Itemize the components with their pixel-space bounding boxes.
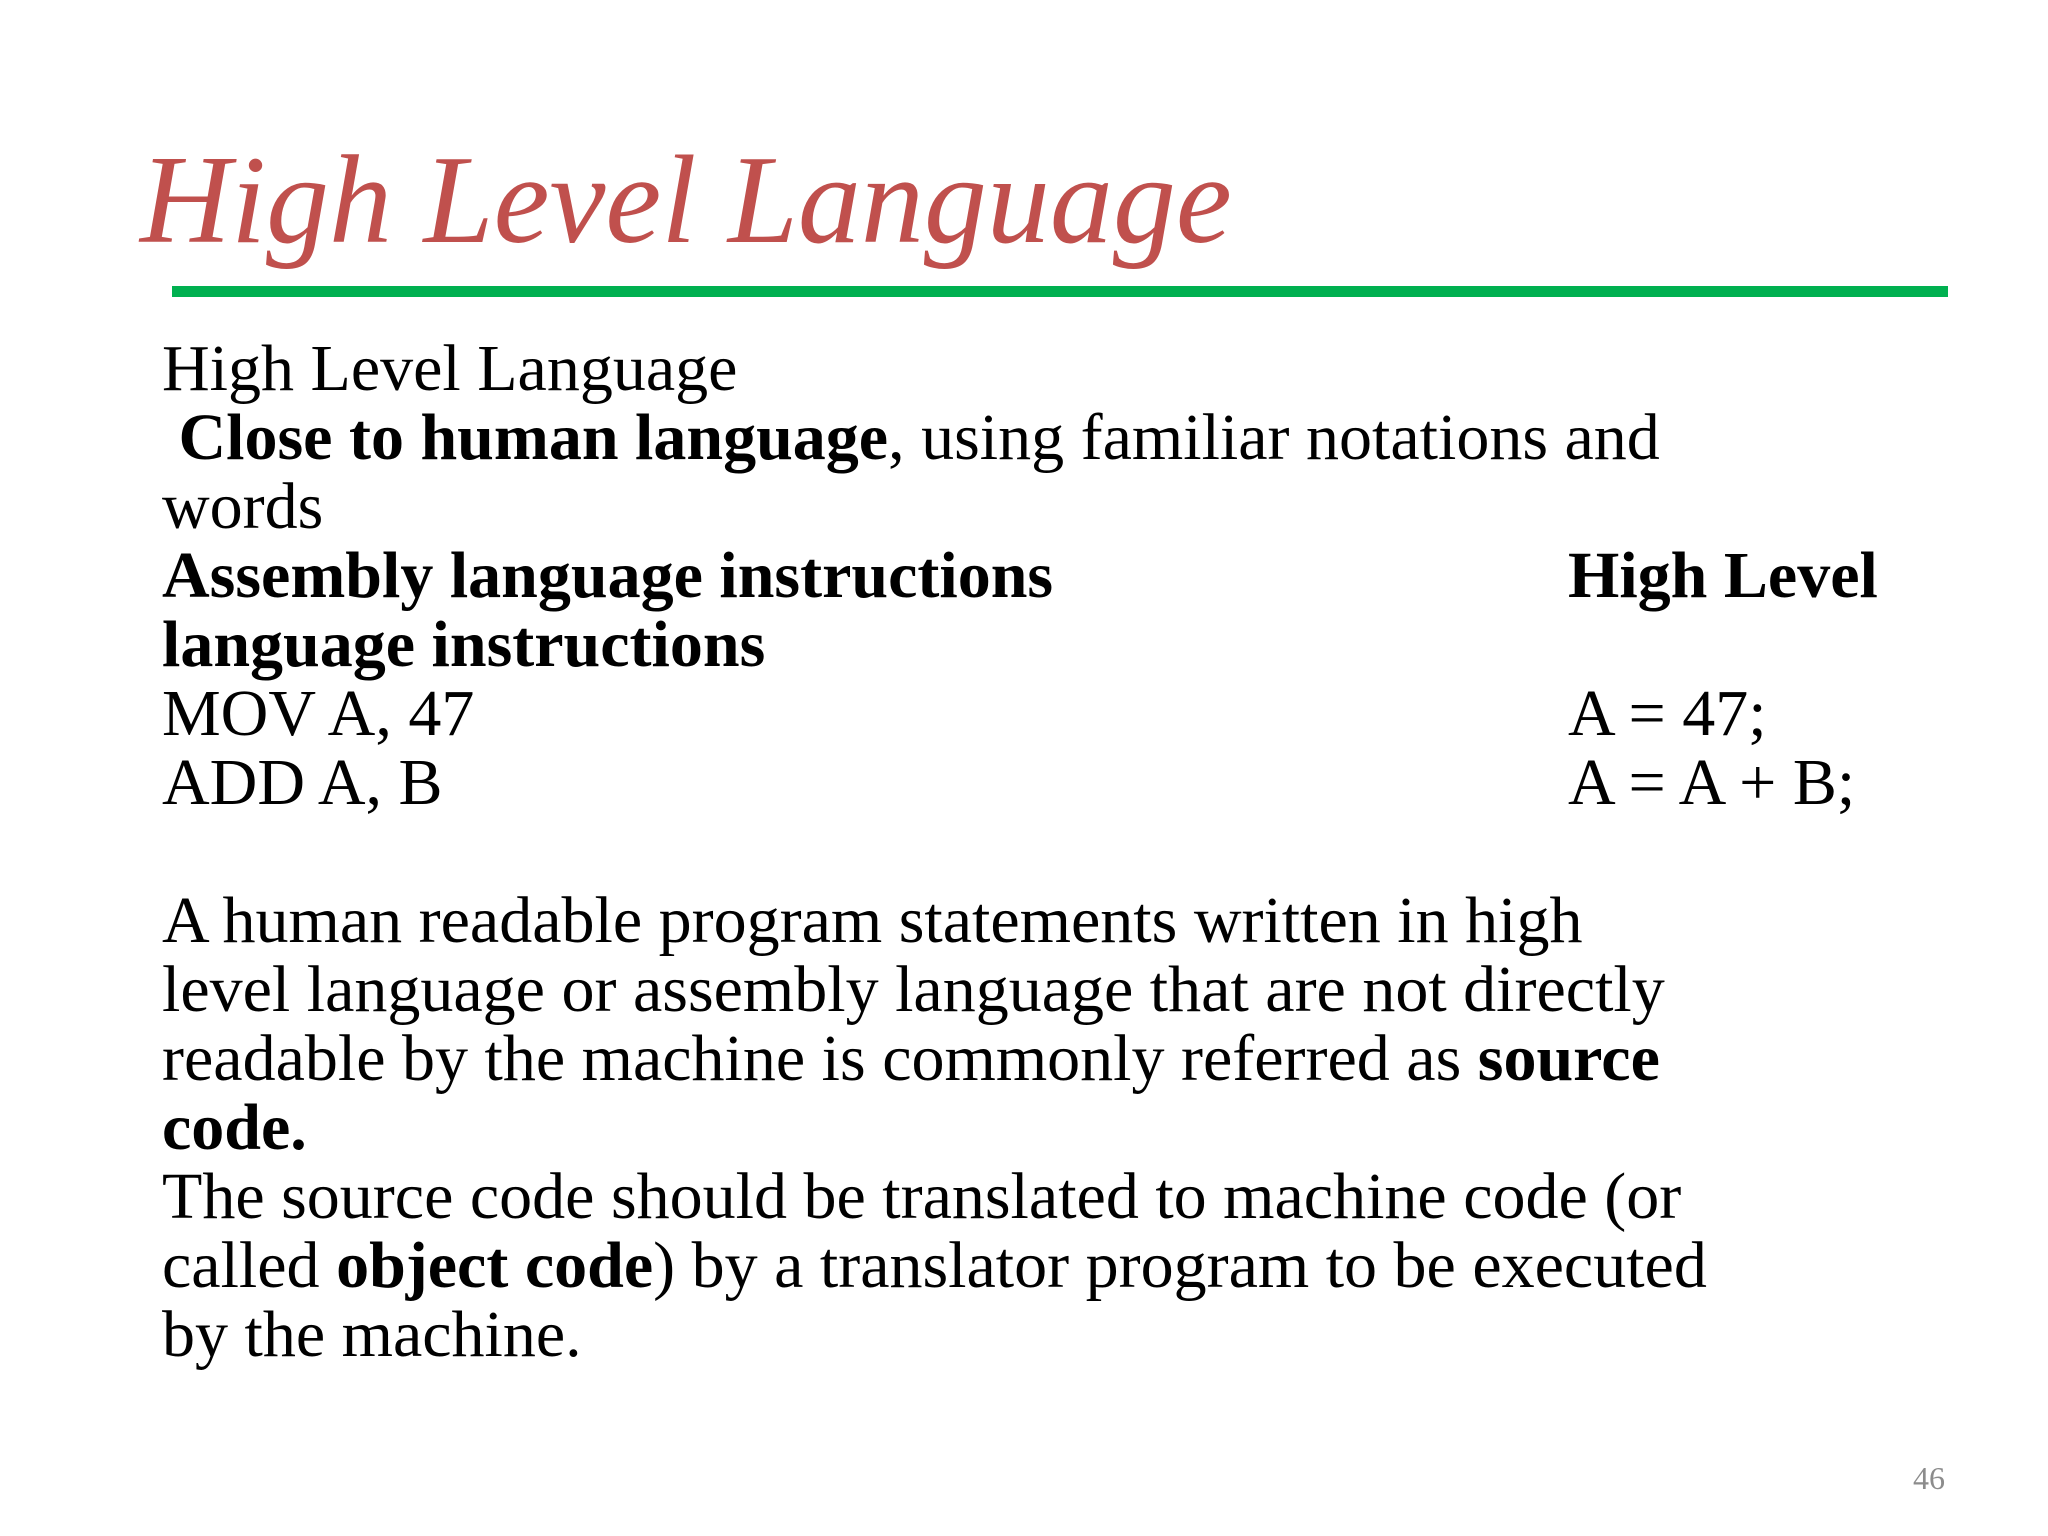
source-code-paragraph-line	[162, 1093, 1882, 1162]
code-term: code.	[162, 1091, 307, 1164]
assembly-column-header: Assembly language instructions	[162, 539, 1054, 612]
close-to-human-line	[162, 403, 1882, 472]
comparison-header-row	[162, 541, 1882, 610]
high-level-instruction: A = 47;	[1568, 677, 1767, 750]
assembly-instruction: ADD A, B	[162, 746, 443, 819]
source-term: source	[1477, 1022, 1660, 1095]
title-underline	[172, 286, 1948, 297]
source-code-text: readable by the machine is commonly referred as	[162, 1022, 1478, 1095]
close-to-human-bold: Close to human language	[178, 401, 889, 474]
source-code-paragraph-line: level language or assembly language that are not directly	[162, 953, 1665, 1026]
page-number: 46	[1913, 1460, 1945, 1496]
source-code-paragraph-line: A human readable program statements written in high	[162, 884, 1583, 957]
called-text: called	[162, 1229, 337, 1302]
translation-paragraph-line: The source code should be translated to machine code (or	[162, 1160, 1682, 1233]
translation-paragraph-line	[162, 1231, 1882, 1300]
slide-title: High Level Language	[140, 131, 1232, 270]
blank-line	[162, 817, 1882, 886]
high-level-instruction: A = A + B;	[1568, 746, 1856, 819]
comparison-row	[162, 679, 1882, 748]
comparison-row	[162, 748, 1882, 817]
source-code-paragraph-line	[162, 1024, 1882, 1093]
body-heading: High Level Language	[162, 332, 738, 405]
translator-text: ) by a translator program to be executed	[653, 1229, 1707, 1302]
slide-body	[162, 334, 1882, 1369]
assembly-instruction: MOV A, 47	[162, 677, 475, 750]
header-continuation-text: language instructions	[162, 608, 766, 681]
close-to-human-continuation: words	[162, 470, 324, 543]
object-code-term: object code	[336, 1229, 654, 1302]
translation-paragraph-line: by the machine.	[162, 1298, 582, 1371]
header-continuation	[162, 610, 1882, 679]
high-level-column-header: High Level	[1568, 539, 1878, 612]
close-to-human-rest: , using familiar notations and	[888, 401, 1660, 474]
